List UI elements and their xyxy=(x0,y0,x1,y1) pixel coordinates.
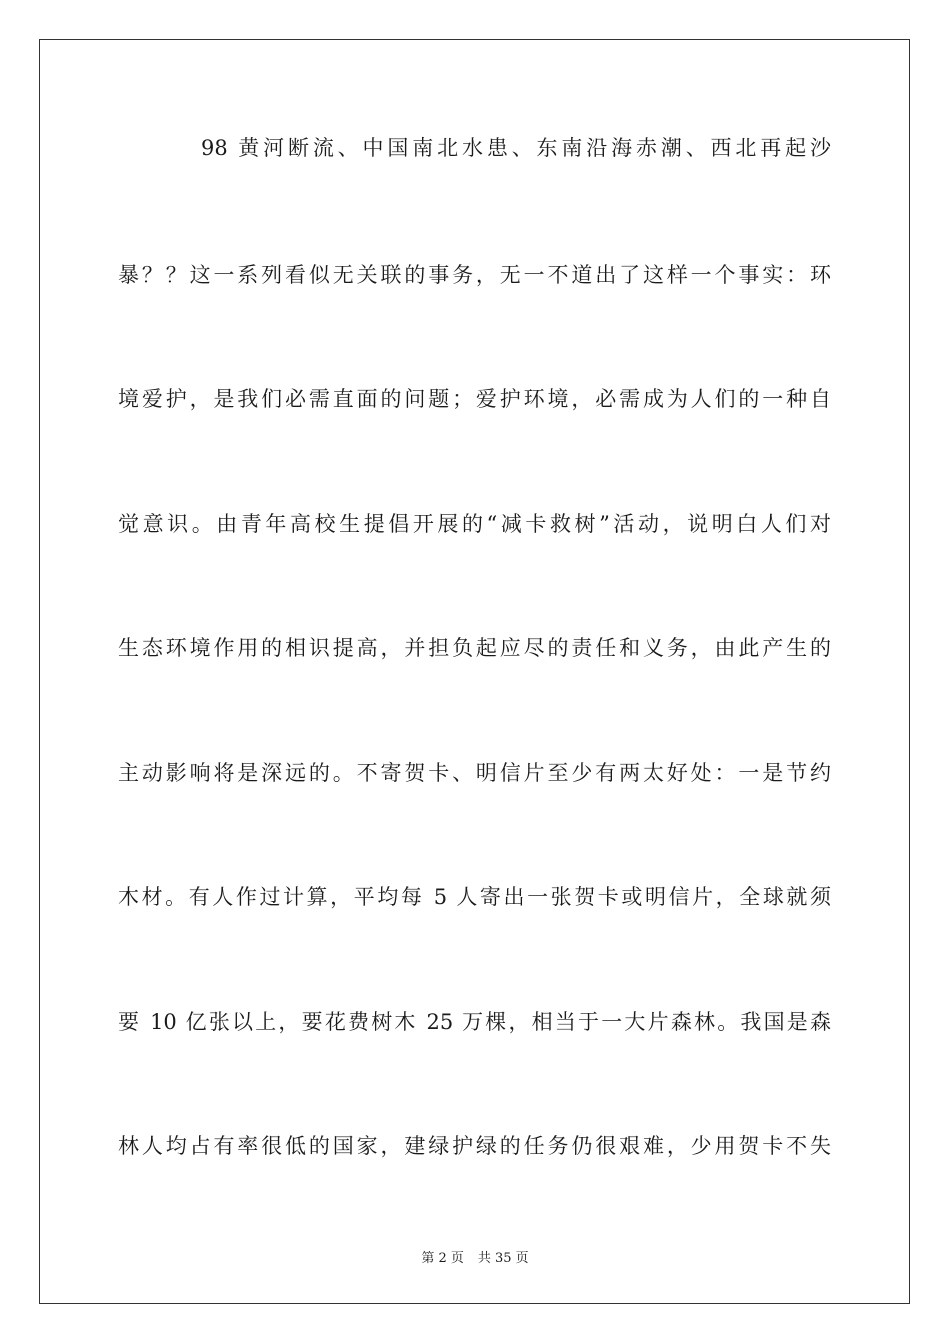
body-text-line-6: 主动影响将是深远的。不寄贺卡、明信片至少有两太好处：一是节约 xyxy=(118,761,831,785)
page-footer xyxy=(0,1247,950,1266)
body-text-line-4: 觉意识。由青年高校生提倡开展的“减卡救树”活动，说明白人们对 xyxy=(118,512,831,536)
body-text-line-5: 生态环境作用的相识提高，并担负起应尽的责任和义务，由此产生的 xyxy=(118,636,831,660)
page-number-total: 共 35 页 xyxy=(477,1251,529,1266)
page-number-current: 第 2 页 xyxy=(421,1251,464,1266)
body-text-line-2: 暴？？这一系列看似无关联的事务，无一不道出了这样一个事实：环 xyxy=(118,263,831,287)
body-text-line-1: 98 黄河断流、中国南北水患、东南沿海赤潮、西北再起沙 xyxy=(201,136,831,160)
body-text-line-9: 林人均占有率很低的国家，建绿护绿的任务仍很艰难，少用贺卡不失 xyxy=(118,1134,831,1158)
body-text-line-8: 要 10 亿张以上，要花费树木 25 万棵，相当于一大片森林。我国是森 xyxy=(118,1010,831,1034)
body-text-line-3: 境爱护，是我们必需直面的问题；爱护环境，必需成为人们的一种自 xyxy=(118,387,831,411)
page-border xyxy=(39,39,910,1304)
body-text-line-7: 木材。有人作过计算，平均每 5 人寄出一张贺卡或明信片，全球就须 xyxy=(118,885,831,909)
